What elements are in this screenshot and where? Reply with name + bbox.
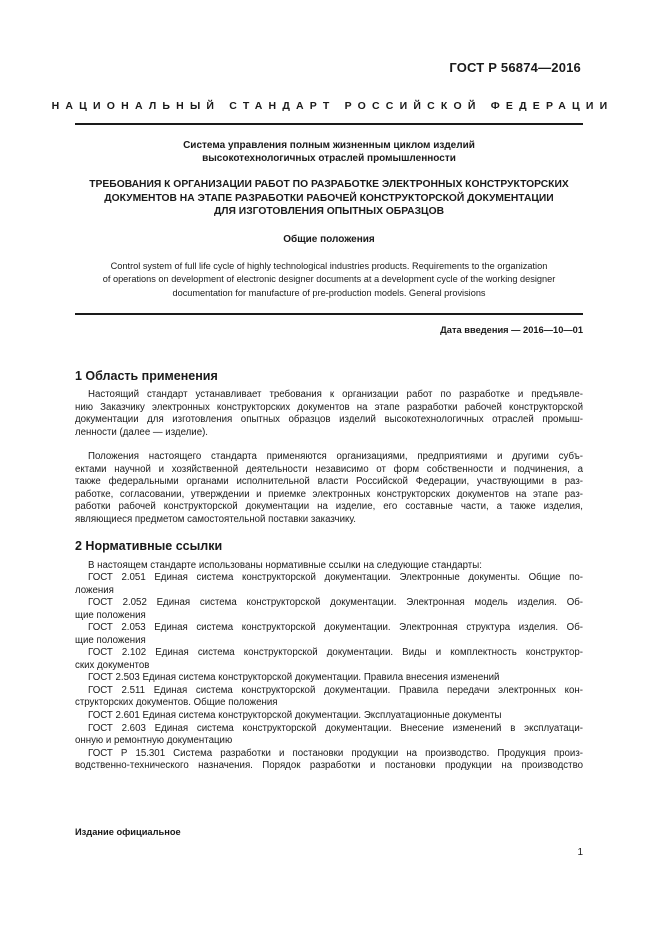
text-line: В настоящем стандарте использованы нормативные ссылки на следующие стандарты:	[88, 560, 482, 571]
reference-item	[75, 723, 583, 748]
reference-item	[75, 597, 583, 622]
reference-item	[75, 748, 583, 773]
text-line: документации для изготовления опытных образцов изделий высокотехнологичных отраслей промыш-	[75, 414, 583, 426]
text-line: Настоящий стандарт устанавливает требования к организации работ по разработке и предъявле-	[88, 389, 583, 400]
text-line: нию Заказчику электронных конструкторских документов на этапе разработки рабочей конструкторской	[75, 401, 583, 413]
reference-line: ложения	[75, 584, 114, 596]
reference-line: ГОСТ 2.102 Единая система конструкторской документации. Виды и комплектность конструктор-	[88, 647, 583, 659]
text-line: работки рабочей конструкторской документации на изделие, его составные части, а также изделия,	[75, 501, 583, 513]
section-1-paragraph-1	[75, 389, 583, 439]
reference-line: щие положения	[75, 634, 146, 646]
reference-item	[75, 622, 583, 647]
top-rule	[75, 123, 583, 125]
reference-line: ГОСТ 2.503 Единая система конструкторской документации. Правила внесения изменений	[88, 672, 500, 684]
reference-line: щие положения	[75, 609, 146, 621]
official-edition-label: Издание официальное	[75, 827, 181, 837]
title-rule	[75, 313, 583, 315]
reference-line: ГОСТ 2.603 Единая система конструкторской документации. Внесение изменений в эксплуатаци-	[88, 722, 583, 734]
reference-line: ских документов	[75, 659, 150, 671]
main-title-line: ДОКУМЕНТОВ НА ЭТАПЕ РАЗРАБОТКИ РАБОЧЕЙ КОНСТРУКТОРСКОЙ ДОКУМЕНТАЦИИ	[104, 192, 554, 204]
reference-item	[75, 647, 583, 672]
text-line: ектами научной и хозяйственной деятельности независимо от форм собственности и подчинения, а	[75, 463, 583, 475]
section-1-heading: 1 Область применения	[75, 369, 218, 383]
text-line: Положения настоящего стандарта применяются организациями, предприятиями и другими субъ-	[88, 451, 583, 462]
general-provisions-title: Общие положения	[283, 234, 375, 245]
page-number: 1	[577, 847, 583, 858]
system-title	[75, 139, 583, 166]
text-line: также федеральными органами исполнительной власти Российской Федерации, участвующими в раз-	[75, 476, 583, 488]
english-title-line: documentation for manufacture of pre-production models. General provisions	[172, 287, 486, 298]
text-line: ленности (далее — изделие).	[75, 426, 209, 438]
reference-line: онную и ремонтную документацию	[75, 735, 233, 747]
system-title-line: Система управления полным жизненным циклом изделий	[183, 140, 475, 151]
english-title-line: of operations on development of electronic designer documents at a development cycle of the working designer	[102, 274, 556, 285]
reference-line: ГОСТ 2.052 Единая система конструкторской документации. Электронная модель изделия. Об-	[88, 597, 583, 609]
main-title-line: ДЛЯ ИЗГОТОВЛЕНИЯ ОПЫТНЫХ ОБРАЗЦОВ	[213, 206, 445, 218]
national-standard-banner: НАЦИОНАЛЬНЫЙ СТАНДАРТ РОССИЙСКОЙ ФЕДЕРАЦИИ	[51, 100, 614, 112]
section-2-intro	[75, 560, 583, 573]
standard-number: ГОСТ Р 56874—2016	[449, 60, 581, 75]
reference-item	[75, 672, 583, 685]
main-title	[75, 178, 583, 219]
reference-line: водственно-технического назначения. Порядок разработки и постановки продукции на производство	[75, 760, 583, 772]
reference-item	[75, 572, 583, 597]
english-title-line: Control system of full life cycle of highly technological industries products. Requirements to the organization	[110, 261, 548, 271]
reference-item	[75, 685, 583, 710]
section-1-paragraph-2	[75, 451, 583, 526]
text-line: являющиеся предметом самостоятельной поставки заказчику.	[75, 513, 356, 525]
english-title	[75, 260, 583, 300]
normative-references-list	[75, 572, 583, 773]
text-line: работке, согласовании, утверждении и приемке электронных конструкторских документов на этапе раз-	[75, 488, 583, 500]
reference-item	[75, 710, 583, 723]
reference-line: ГОСТ 2.053 Единая система конструкторской документации. Электронная структура изделия. Об-	[88, 622, 583, 634]
reference-line: ГОСТ Р 15.301 Система разработки и постановки продукции на производство. Продукция произ-	[88, 747, 583, 759]
system-title-line: высокотехнологичных отраслей промышленности	[202, 153, 456, 165]
introduction-date: Дата введения — 2016—10—01	[440, 325, 583, 335]
reference-line: структорских документов. Общие положения	[75, 697, 278, 709]
reference-line: ГОСТ 2.511 Единая система конструкторской документации. Правила передачи электронных кон-	[88, 684, 583, 696]
reference-line: ГОСТ 2.601 Единая система конструкторской документации. Эксплуатационные документы	[88, 710, 502, 722]
reference-line: ГОСТ 2.051 Единая система конструкторской документации. Электронные документы. Общие по-	[88, 572, 583, 583]
main-title-line: ТРЕБОВАНИЯ К ОРГАНИЗАЦИИ РАБОТ ПО РАЗРАБОТКЕ ЭЛЕКТРОННЫХ КОНСТРУКТОРСКИХ	[89, 179, 569, 190]
section-2-heading: 2 Нормативные ссылки	[75, 539, 223, 553]
